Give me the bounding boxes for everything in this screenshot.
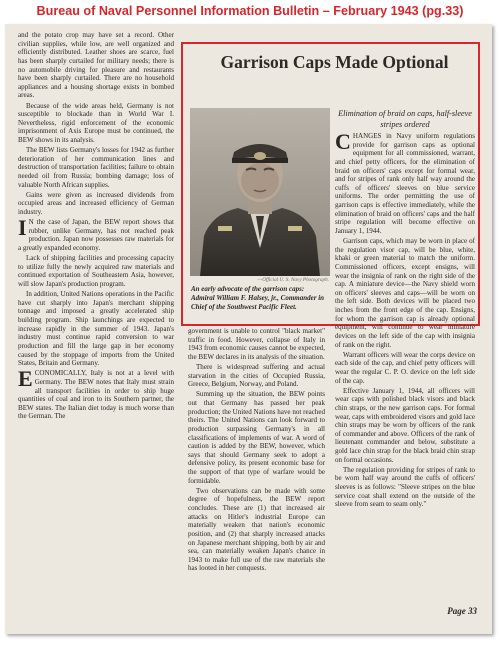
article-paragraph: Warrant officers will wear the corps device on each side of the cap, and chief petty officers will wear the regular C. P. O. device on the left side of the cap. [335, 350, 475, 385]
article-paragraph: Garrison caps, which may be worn in place of the regulation visor cap, will be blue, white, khaki or green material to match the uniform. Commissioned officers, except ensigns, will wear the insignia of rank on the right side of the cap. A miniature device—the Navy shield worn on officers' sleeves and caps—will be worn on the left side. Both devices will be placed two inches from the front edge of the cap. Ensigns, for whom the garrison cap is already optional equipment, will continue to wear miniature devices on the left side of the cap with insignia of rank on the right. [335, 237, 475, 349]
mid-paragraph: Summing up the situation, the BEW points out that Germany has passed her peak production; the United Nations have not reached theirs. The United Nations can look forward to production surpassing Germany's in all classifications of implements of war. A word of caution is added by the BEW, however, which says that should Germany seek to adopt a defensive policy, its present economic base for the support of that type of warfare would be formidable. [188, 390, 325, 485]
article-paragraph: CHANGES in Navy uniform regulations provide for garrison caps as optional equipment for all commissioned, warrant, and chief petty officers, for the elimination of braid on officers' caps except for formal wear, and for stripes of rank only half way around the cuffs of officers' sleeves on blue service uniforms. The order permitting the use of garrison caps is effective immediately, while the elimination of braid on officers' caps and the half stripe regulation will become effective on January 1, 1944. [335, 132, 475, 235]
mid-paragraph: There is widespread suffering and actual starvation in the cities of Occupied Russia, Greece, Belgium, Norway, and Poland. [188, 363, 325, 389]
photo-caption: An early advocate of the garrison caps: Admiral William F. Halsey, jr., Commander in Chief of the Southwest Pacific Fleet. [191, 285, 325, 311]
admiral-photo [190, 108, 330, 276]
left-paragraph: Gains were given as increased dividends from occupied areas and increased efficiency of German industry. [18, 190, 174, 216]
left-paragraph: ECONOMICALLY, Italy is not at a level with Germany. The BEW notes that Italy must strain all transport facilities in order to ship huge quantities of coal and iron to its Southern partner, the BEW states. The Italian diet today is much worse than the German. The [18, 366, 174, 421]
middle-column [188, 327, 325, 627]
mid-paragraph: Two observations can be made with some degree of hopefulness, the BEW report concludes. These are (1) that increased air attacks on Hitler's industrial Europe can materially weaken that nation's economic position, and (2) that sharply increased attacks on Japanese merchant shipping, both by air and sea, can materially weaken Japan's chance in 1943 to make full use of the raw materials she has looted in her conquests. [188, 486, 325, 573]
left-paragraph: Lack of shipping facilities and processing capacity to utilize fully the newly acquired raw materials and continued exportation of Southeastern Asia, however, will slow Japan's production program. [18, 254, 174, 288]
article-paragraph: Effective January 1, 1944, all officers will wear caps with polished black visors and black chin straps, or the new garrison caps. For formal wear, caps with embroidered visors and gold lace chin straps may be worn by officers of the rank of commander and above. Officers of the rank of lieutenant commander and below, substitute a gold lace chin strap for the black braid chin strap on formal occasions. [335, 386, 475, 464]
left-column [18, 31, 174, 621]
left-paragraph: and the potato crop may have set a record. Other civilian supplies, while low, are well organized and efficiently distributed. Leather shoes are scarce, fuel has been sharply curtailed for military needs; there is no automobile driving for pleasure and restaurants have been sharply curtailed. There are no household appliances and a housing shortage exists in bombed areas. [18, 31, 174, 100]
article-title: Garrison Caps Made Optional [220, 52, 449, 72]
article-subtitle: Elimination of braid on caps, half-sleeve stripes ordered [338, 109, 472, 129]
admiral-portrait-image [190, 108, 330, 276]
left-paragraph: IN the case of Japan, the BEW report shows that rubber, unlike Germany, has not reached peak production. Japan now possesses raw materials for a greatly expanded economy. [18, 215, 174, 252]
mid-paragraph: government is unable to control "black market" traffic in food. However, collapse of Italy in 1943 from economic causes cannot be expected, the BEW declares in its analysis of the situation. [188, 327, 325, 361]
article-paragraph: The regulation providing for stripes of rank to be worn half way around the cuffs of officers' sleeves is as follows: "Sleeve stripes on the blue service coat shall extend on the outside of the sleeve from seam to seam only." [335, 465, 475, 509]
left-paragraph: Because of the wide areas held, Germany is not susceptible to blockade than in World War I. Nevertheless, rigid enforcement of the economic imprisonment of Axis Europe must be continued, the BEW shows in its analysis. [18, 101, 174, 144]
page-number: Page 33 [447, 606, 477, 616]
left-paragraph: The BEW lists Germany's losses for 1942 as further deterioration of her communication lines and destruction of transportation facilities; failure to obtain needed oil from Russia; bombing damage; loss of valuable North African supplies. [18, 146, 174, 189]
right-column [335, 132, 475, 602]
page-header: Bureau of Naval Personnel Information Bulletin – February 1943 (pg.33) [36, 4, 464, 18]
left-paragraph: In addition, United Nations operations in the Pacific have cut sharply into Japan's merchant shipping tonnage and imposed a greatly accelerated ship building program. Ship launchings are expected to increase rapidly in the summer of 1943. Japan's industry must continue rapid conversion to war production and fill the large gap in her economy caused by the stoppage of imports from the United States, Britain and Germany. [18, 290, 174, 368]
bulletin-page [5, 24, 492, 634]
photo-credit: —Official U. S. Navy Photograph. [257, 277, 329, 283]
